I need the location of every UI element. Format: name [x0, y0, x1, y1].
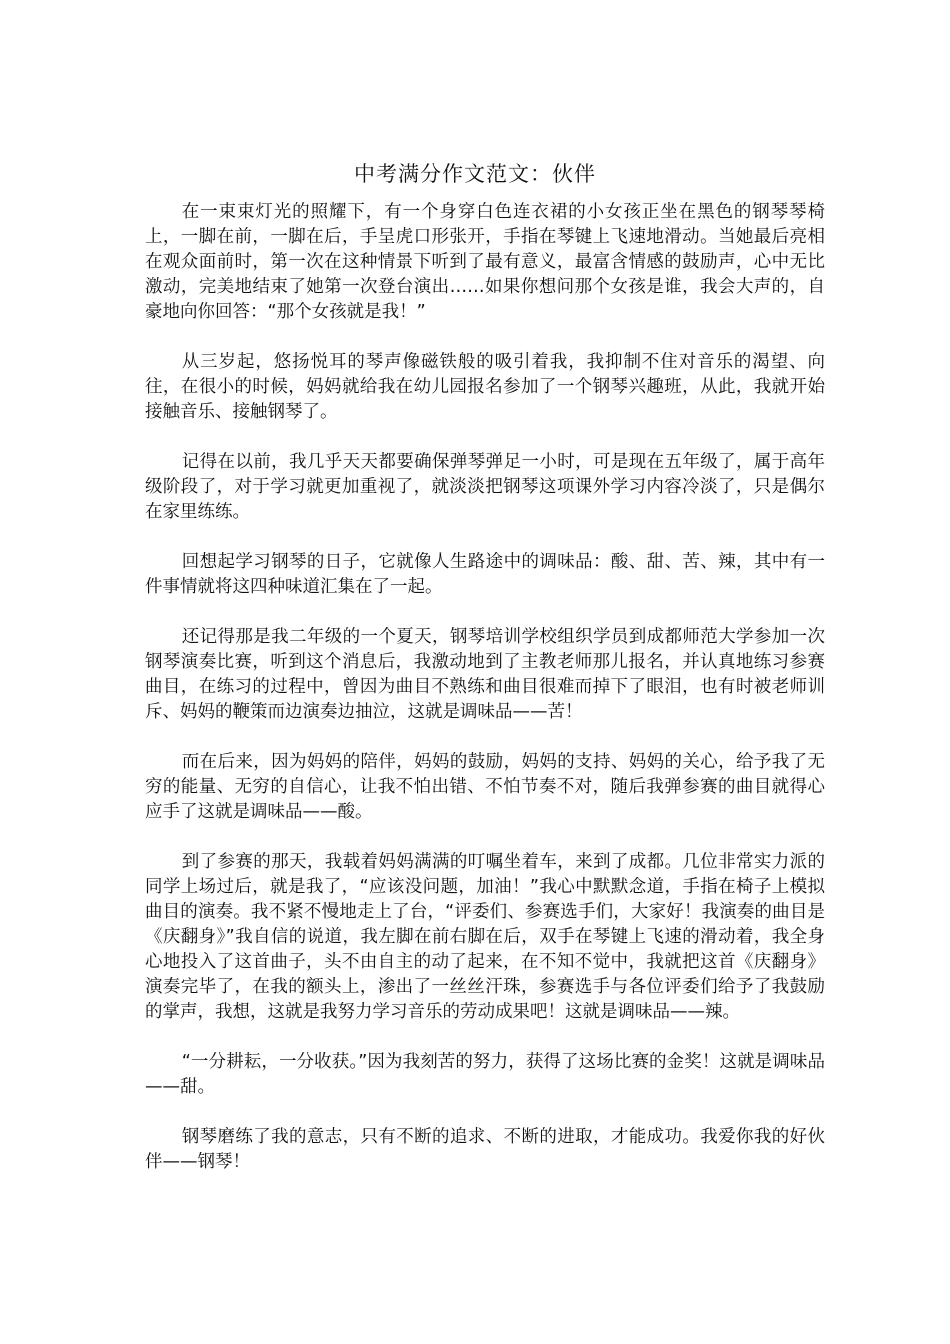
paragraph-2: 从三岁起，悠扬悦耳的琴声像磁铁般的吸引着我，我抑制不住对音乐的渴望、向往，在很小的时候，妈妈就给我在幼儿园报名参加了一个钢琴兴趣班，从此，我就开始接触音乐、接触钢琴了。	[145, 352, 825, 422]
document-title: 中考满分作文范文：伙伴	[354, 162, 596, 186]
paragraph-5: 还记得那是我二年级的一个夏天，钢琴培训学校组织学员到成都师范大学参加一次钢琴演奏比赛，听到这个消息后，我激动地到了主教老师那儿报名，并认真地练习参赛曲目，在练习的过程中，曾因为曲目不熟练和曲目很难而掉下了眼泪，也有时被老师训斥、妈妈的鞭策而边演奏边抽泣，这就是调味品——苦！	[145, 627, 825, 722]
paragraph-9: 钢琴磨练了我的意志，只有不断的追求、不断的进取，才能成功。我爱你我的好伙伴——钢琴！	[145, 1127, 825, 1172]
paragraph-8: “一分耕耘，一分收获。”因为我刻苦的努力，获得了这场比赛的金奖！这就是调味品——甜。	[145, 1052, 825, 1097]
paragraph-6: 而在后来，因为妈妈的陪伴，妈妈的鼓励，妈妈的支持、妈妈的关心，给予我了无穷的能量、无穷的自信心，让我不怕出错、不怕节奏不对，随后我弹参赛的曲目就得心应手了这就是调味品——酸。	[145, 752, 825, 822]
document-body	[145, 200, 825, 1200]
paragraph-7: 到了参赛的那天，我载着妈妈满满的叮嘱坐着车，来到了成都。几位非常实力派的同学上场过后，就是我了，“应该没问题，加油！”我心中默默念道，手指在椅子上模拟曲目的演奏。我不紧不慢地走上了台，“评委们、参赛选手们，大家好！我演奏的曲目是《庆翻身》”我自信的说道，我左脚在前右脚在后，双手在琴键上飞速的滑动着，我全身心地投入了这首曲子，头不由自主的动了起来，在不知不觉中，我就把这首《庆翻身》演奏完毕了，在我的额头上，渗出了一丝丝汗珠，参赛选手与各位评委们给予了我鼓励的掌声，我想，这就是我努力学习音乐的劳动成果吧！这就是调味品——辣。	[145, 852, 825, 1022]
paragraph-1: 在一束束灯光的照耀下，有一个身穿白色连衣裙的小女孩正坐在黑色的钢琴琴椅上，一脚在前，一脚在后，手呈虎口形张开，手指在琴键上飞速地滑动。当她最后亮相在观众面前时，第一次在这种情景下听到了最有意义，最富含情感的鼓励声，心中无比激动，完美地结束了她第一次登台演出……如果你想问那个女孩是谁，我会大声的，自豪地向你回答：“那个女孩就是我！”	[145, 202, 825, 322]
paragraph-3: 记得在以前，我几乎天天都要确保弹琴弹足一小时，可是现在五年级了，属于高年级阶段了，对于学习就更加重视了，就淡淡把钢琴这项课外学习内容冷淡了，只是偶尔在家里练练。	[145, 452, 825, 522]
paragraph-4: 回想起学习钢琴的日子，它就像人生路途中的调味品：酸、甜、苦、辣，其中有一件事情就将这四种味道汇集在了一起。	[145, 552, 825, 597]
